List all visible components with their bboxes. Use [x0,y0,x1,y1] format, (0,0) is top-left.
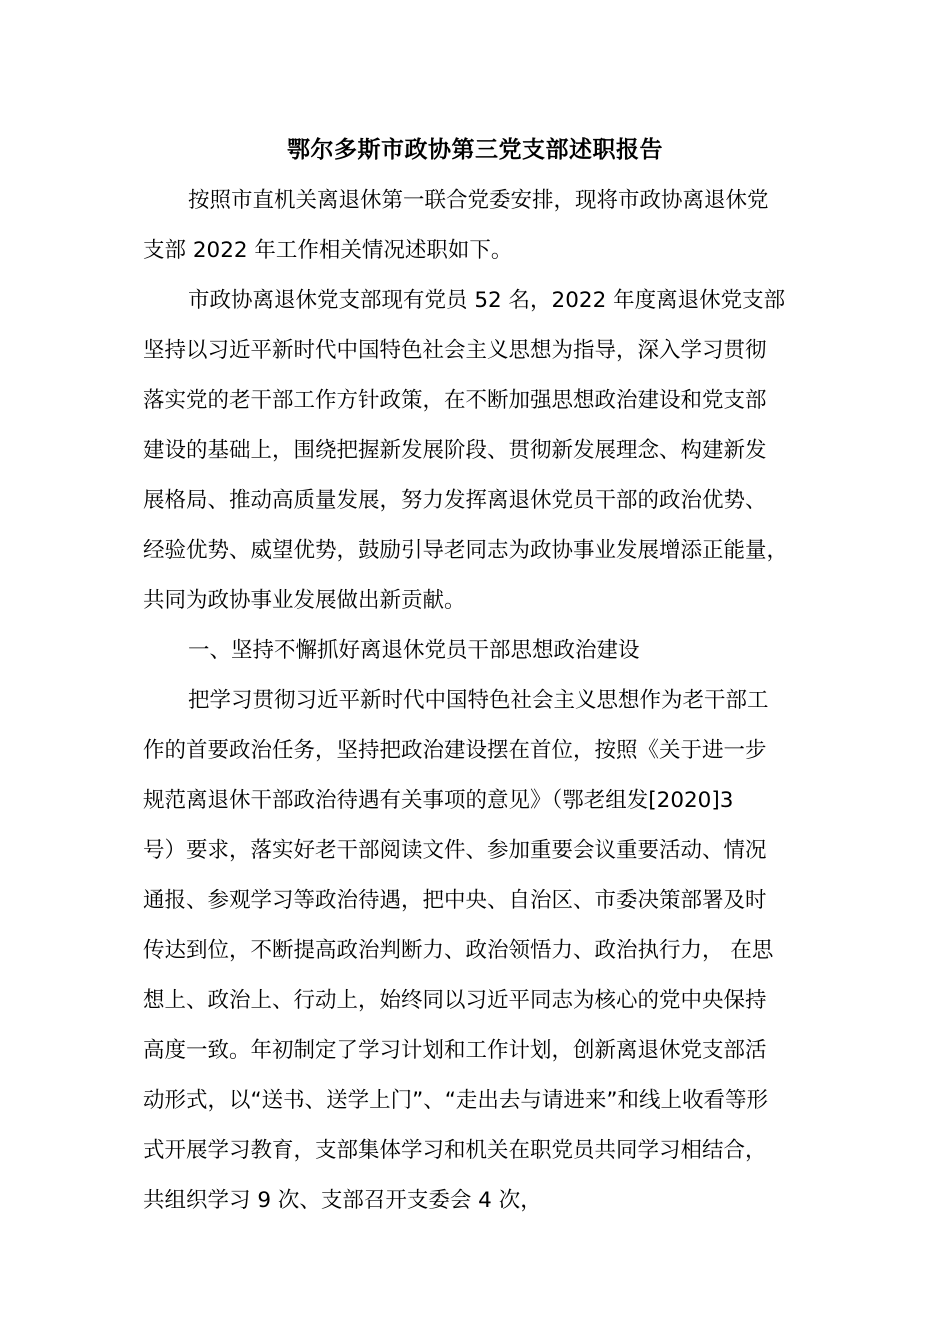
paragraph-section-1-line: 把学习贯彻习近平新时代中国特色社会主义思想作为老干部工 [188,688,769,713]
paragraph-overview-line: 建设的基础上，围绕把握新发展阶段、贯彻新发展理念、构建新发 [143,438,767,463]
paragraph-section-1-line: 号）要求，落实好老干部阅读文件、参加重要会议重要活动、情况 [143,838,767,863]
document-body [143,178,833,1228]
paragraph-section-1-line: 式开展学习教育，支部集体学习和机关在职党员共同学习相结合， [143,1138,767,1163]
paragraph-section-1-line: 动形式，以“送书、送学上门”、“走出去与请进来”和线上收看等形 [143,1088,769,1113]
paragraph-overview-line: 经验优势、威望优势，鼓励引导老同志为政协事业发展增添正能量， [143,538,789,563]
paragraph-section-1-line: 作的首要政治任务，坚持把政治建设摆在首位，按照《关于进一步 [143,738,767,763]
paragraph-section-1-line: 高度一致。年初制定了学习计划和工作计划，创新离退休党支部活 [143,1038,767,1063]
section-heading: 一、坚持不懈抓好离退休党员干部思想政治建设 [188,638,640,663]
paragraph-section-1-line: 通报、参观学习等政治待遇，把中央、自治区、市委决策部署及时 [143,888,767,913]
paragraph-overview-line: 展格局、推动高质量发展，努力发挥离退休党员干部的政治优势、 [143,488,767,513]
paragraph-overview-line: 市政协离退休党支部现有党员 52 名，2022 年度离退休党支部 [188,288,786,313]
paragraph-overview-line: 落实党的老干部工作方针政策，在不断加强思想政治建设和党支部 [143,388,767,413]
paragraph-intro-line: 按照市直机关离退休第一联合党委安排，现将市政协离退休党 [188,188,769,213]
paragraph-section-1-line: 传达到位，不断提高政治判断力、政治领悟力、政治执行力， 在思 [143,938,774,963]
paragraph-section-1-line: 共组织学习 9 次、支部召开支委会 4 次， [143,1188,542,1213]
paragraph-overview-line: 共同为政协事业发展做出新贡献。 [143,588,466,613]
paragraph-section-1-line: 规范离退休干部政治待遇有关事项的意见》（鄂老组发[2020]3 [143,788,734,813]
paragraph-intro-line: 支部 2022 年工作相关情况述职如下。 [143,238,513,263]
document-title: 鄂尔多斯市政协第三党支部述职报告 [287,137,663,163]
paragraph-section-1-line: 想上、政治上、行动上，始终同以习近平同志为核心的党中央保持 [143,988,767,1013]
paragraph-overview-line: 坚持以习近平新时代中国特色社会主义思想为指导，深入学习贯彻 [143,338,767,363]
